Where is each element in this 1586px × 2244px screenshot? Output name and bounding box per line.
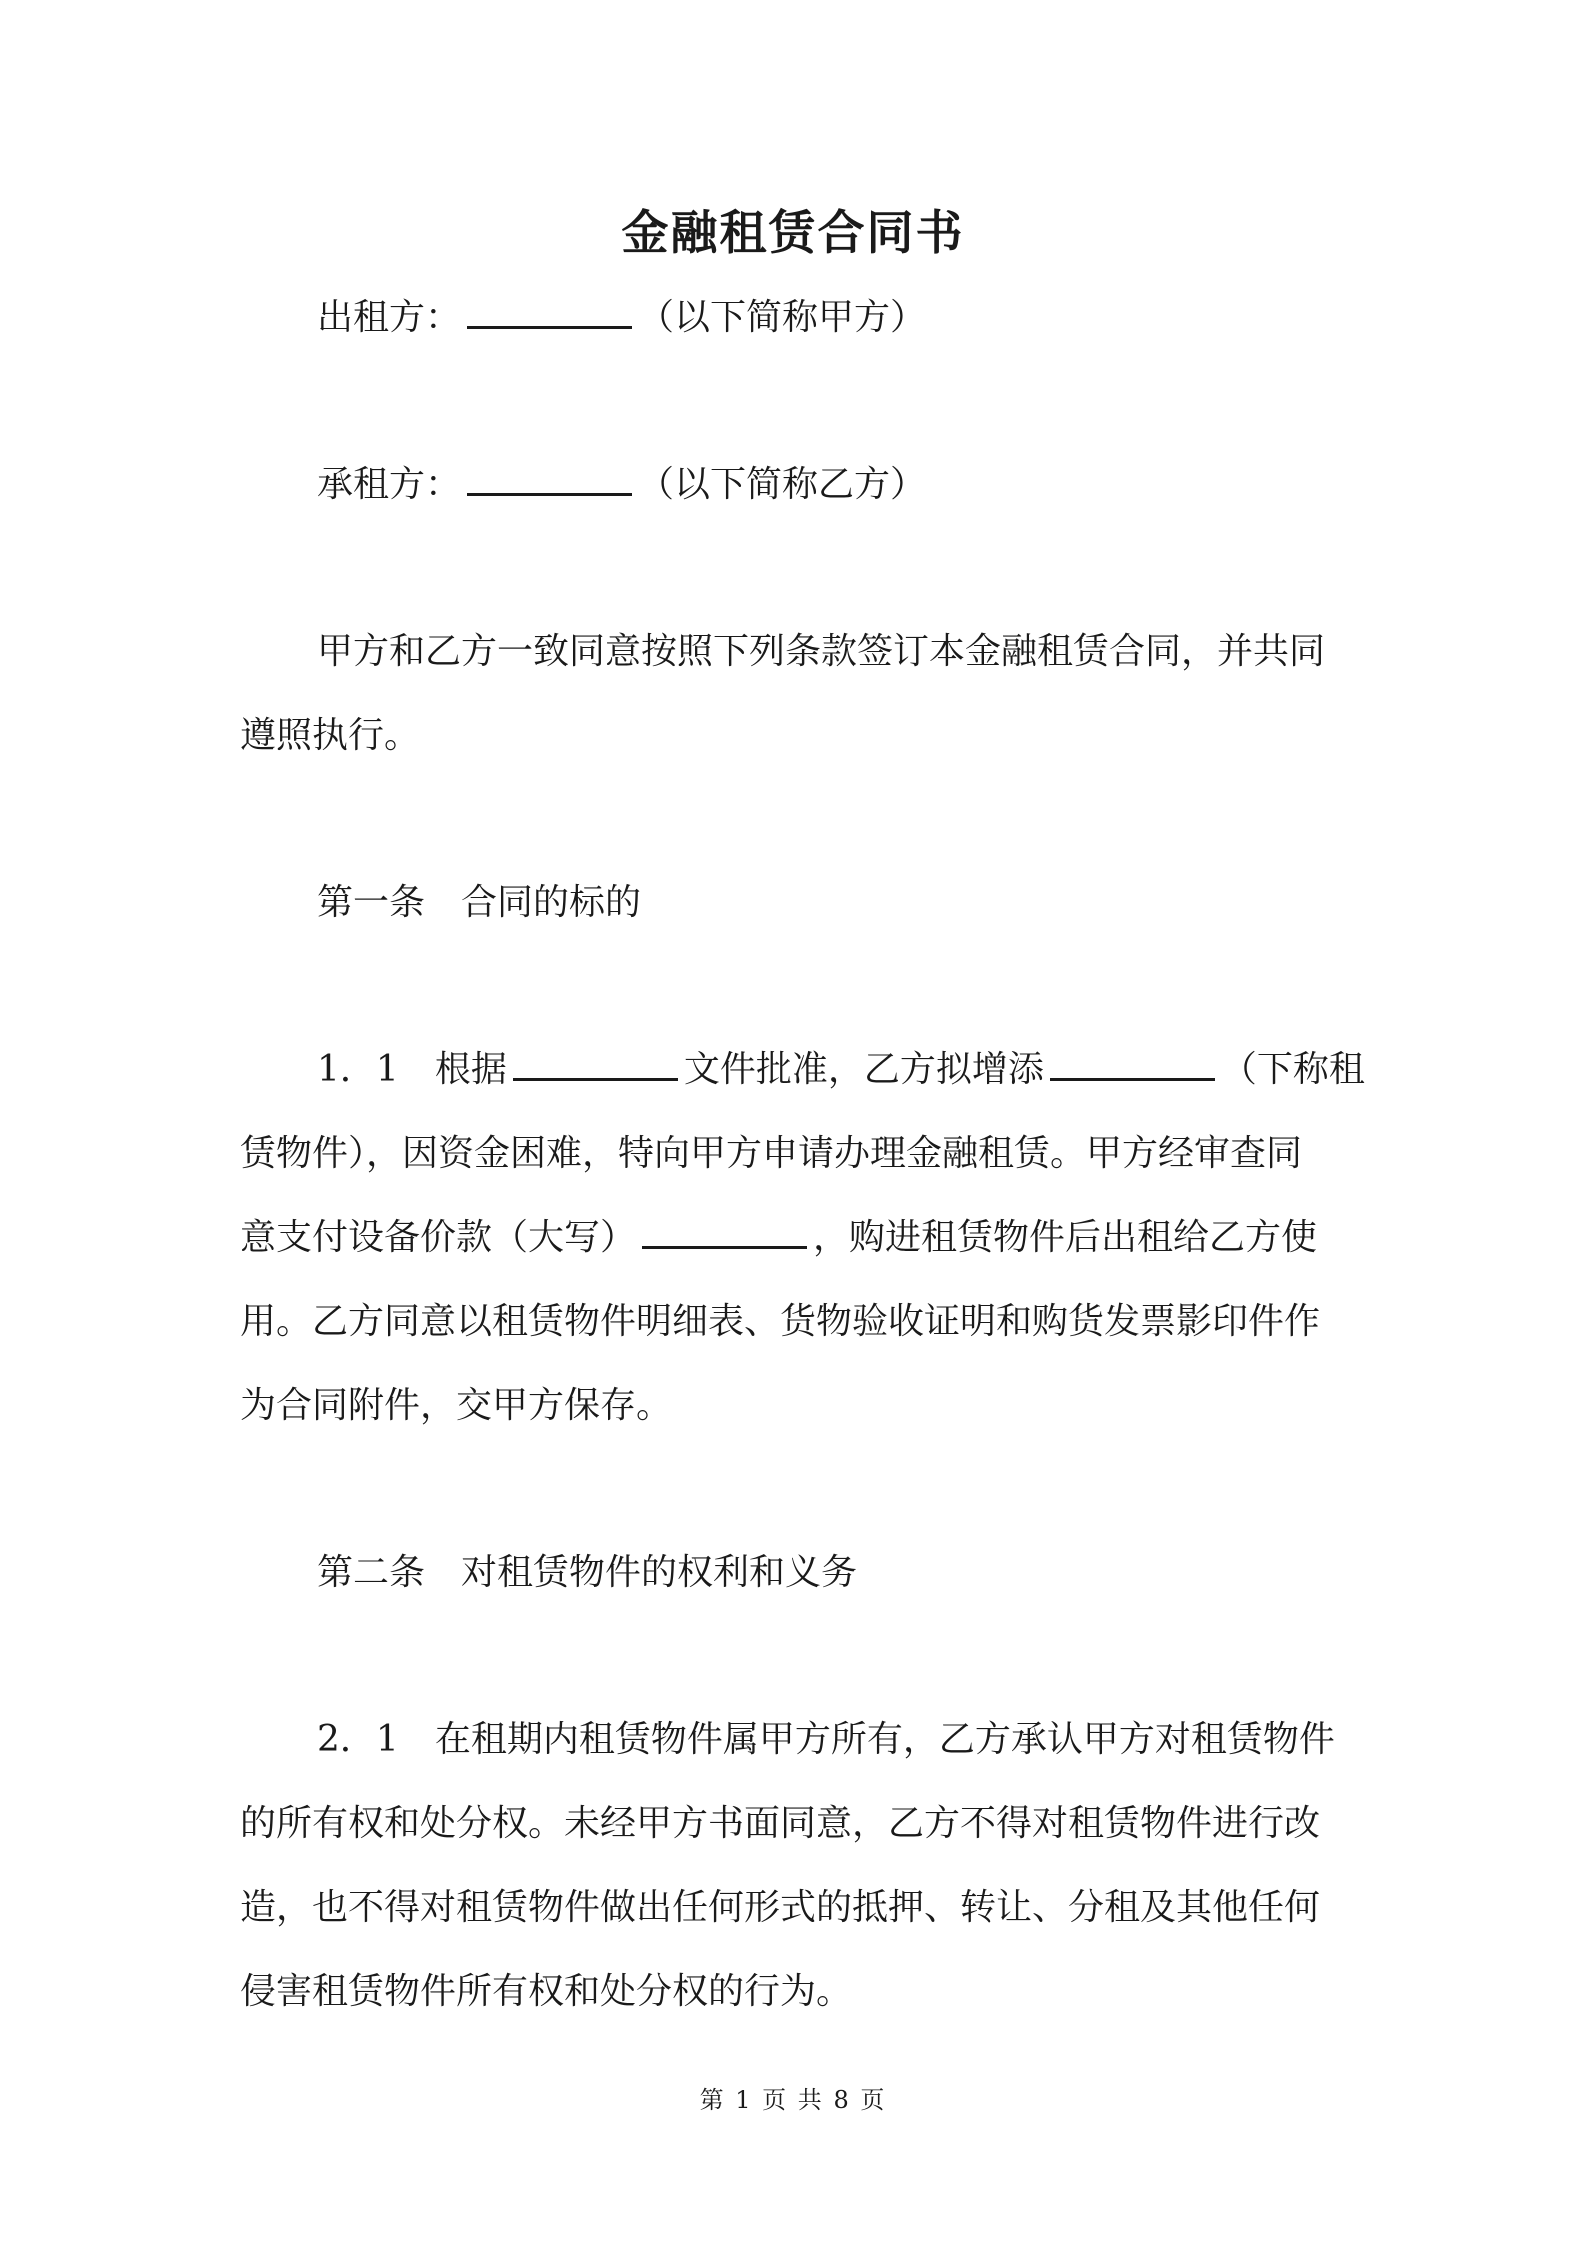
article-1-number: 第一条 xyxy=(317,882,426,923)
clause-1-1-line-4: 用。乙方同意以租赁物件明细表、货物验收证明和购货发票影印件作 xyxy=(240,1301,1321,1342)
leased-item-blank xyxy=(1050,1044,1215,1081)
lessee-label: 承租方： xyxy=(317,464,462,505)
clause-2-1-number: 2．1 xyxy=(317,1719,399,1760)
lessor-label: 出租方： xyxy=(317,297,462,338)
clause-1-1-line-3: 意支付设备价款（大写） ，购进租赁物件后出租给乙方使 xyxy=(240,1208,1360,1268)
clause-1-1-line-2: 赁物件），因资金困难，特向甲方申请办理金融租赁。甲方经审查同 xyxy=(240,1133,1303,1174)
lessor-line xyxy=(317,288,1360,348)
lessor-blank xyxy=(467,292,632,329)
article-1-heading xyxy=(317,873,1360,933)
article-1-title: 合同的标的 xyxy=(461,882,642,923)
approval-document-blank xyxy=(513,1044,678,1081)
price-blank xyxy=(642,1212,807,1249)
article-2-title: 对租赁物件的权利和义务 xyxy=(461,1552,858,1593)
clause-2-1-line-1: 2．1 在租期内租赁物件属甲方所有，乙方承认甲方对租赁物件 xyxy=(317,1719,1335,1760)
preamble-line-1: 甲方和乙方一致同意按照下列条款签订本金融租赁合同，并共同 xyxy=(317,631,1326,672)
article-2-heading xyxy=(317,1543,1360,1603)
lessee-suffix: （以下简称乙方） xyxy=(638,464,927,505)
clause-2-1-line-2: 的所有权和处分权。未经甲方书面同意，乙方不得对租赁物件进行改 xyxy=(240,1803,1321,1844)
clause-1-1-line-1: 1．1 根据 文件批准，乙方拟增添 （下称租 xyxy=(317,1040,1360,1100)
document-title: 金融租赁合同书 xyxy=(621,206,965,261)
clause-1-1-number: 1．1 xyxy=(317,1049,399,1090)
clause-2-1-line-3: 造，也不得对租赁物件做出任何形式的抵押、转让、分租及其他任何 xyxy=(240,1887,1321,1928)
lessee-blank xyxy=(467,459,632,496)
clause-1-1-line-5: 为合同附件，交甲方保存。 xyxy=(240,1385,673,1426)
lessor-suffix: （以下简称甲方） xyxy=(638,297,927,338)
article-2-number: 第二条 xyxy=(317,1552,426,1593)
lessee-line xyxy=(317,455,1360,515)
preamble-line-2: 遵照执行。 xyxy=(240,715,421,756)
clause-2-1-line-4: 侵害租赁物件所有权和处分权的行为。 xyxy=(240,1971,853,2012)
page-number-footer: 第 1 页 共 8 页 xyxy=(699,2086,887,2114)
